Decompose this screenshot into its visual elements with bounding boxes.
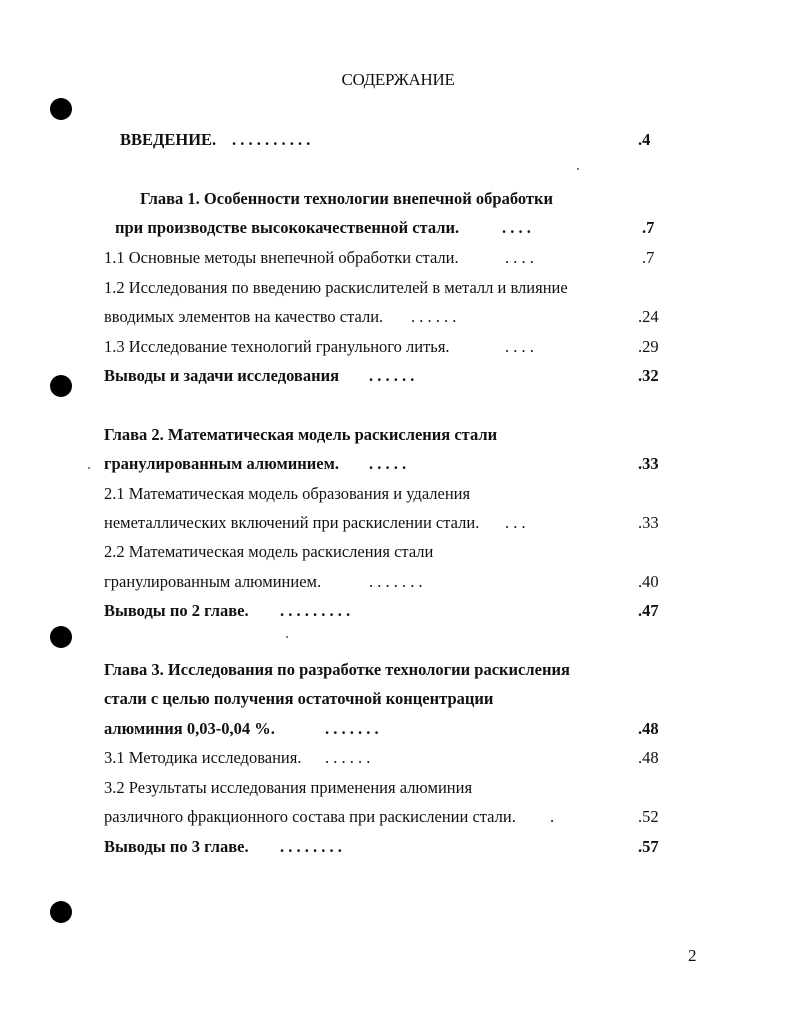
- toc-section: 1.3 Исследование технологий гранульного литья.: [104, 337, 450, 356]
- chapter-heading: Глава 3. Исследования по разработке технологии раскисления: [104, 660, 570, 679]
- toc-section: 3.2 Результаты исследования применения алюминия: [104, 778, 473, 797]
- page-title: СОДЕРЖАНИЕ: [341, 70, 455, 89]
- toc-conclusions: Выводы по 2 главе.: [104, 601, 249, 620]
- toc-page-number: .48: [638, 719, 659, 738]
- toc-section: различного фракционного состава при раскислении стали.: [104, 807, 516, 826]
- toc-intro: ВВЕДЕНИЕ.: [120, 130, 217, 149]
- toc-section: 3.1 Методика исследования.: [104, 748, 302, 767]
- toc-conclusions: Выводы и задачи исследования: [104, 366, 340, 385]
- toc-section: гранулированным алюминием.: [104, 572, 322, 591]
- toc-leader: . . . . . . . . . .: [232, 130, 311, 149]
- chapter-heading: Глава 1. Особенности технологии внепечной обработки: [140, 189, 554, 208]
- binder-hole-icon: [50, 98, 72, 120]
- toc-leader: . . . . . . .: [325, 719, 379, 738]
- toc-section: неметаллических включений при раскислении стали.: [104, 513, 480, 532]
- toc-page-number: .32: [638, 366, 659, 385]
- toc-page-number: .29: [638, 337, 659, 356]
- toc-leader: . . . . .: [369, 454, 407, 473]
- toc-leader: . . . .: [505, 248, 534, 267]
- chapter-heading: алюминия 0,03-0,04 %.: [104, 719, 275, 738]
- toc-section: 2.2 Математическая модель раскисления стали: [104, 542, 434, 561]
- toc-page-number: .57: [638, 837, 659, 856]
- toc-page-number: .47: [638, 601, 659, 620]
- toc-leader: . . . . . . .: [369, 572, 423, 591]
- toc-leader: . . . . . .: [411, 307, 457, 326]
- toc-leader: . . .: [505, 513, 526, 532]
- scan-speck: [286, 636, 288, 638]
- toc-leader: . . . .: [502, 218, 531, 237]
- scan-speck: [577, 168, 579, 170]
- toc-section: 1.2 Исследования по введению раскислителей в металл и влияние: [104, 278, 568, 297]
- toc-page-number: .52: [638, 807, 659, 826]
- toc-page-number: .4: [638, 130, 651, 149]
- toc-conclusions: Выводы по 3 главе.: [104, 837, 249, 856]
- scan-speck: [88, 467, 90, 469]
- toc-section: вводимых элементов на качество стали.: [104, 307, 384, 326]
- toc-page-number: .40: [638, 572, 659, 591]
- chapter-heading: гранулированным алюминием.: [104, 454, 339, 473]
- chapter-heading: стали с целью получения остаточной концентрации: [104, 689, 494, 708]
- page-number: 2: [688, 946, 697, 965]
- chapter-heading: Глава 2. Математическая модель раскисления стали: [104, 425, 498, 444]
- chapter-heading: при производстве высококачественной стали.: [115, 218, 460, 237]
- binder-hole-icon: [50, 901, 72, 923]
- binder-hole-icon: [50, 626, 72, 648]
- toc-section: 1.1 Основные методы внепечной обработки стали.: [104, 248, 459, 267]
- toc-leader: . . . . . . . .: [280, 837, 342, 856]
- binder-hole-icon: [50, 375, 72, 397]
- toc-page-number: .33: [638, 513, 659, 532]
- toc-page-number: .7: [642, 218, 655, 237]
- toc-page-number: .24: [638, 307, 659, 326]
- toc-leader: . . . . . . . . .: [280, 601, 351, 620]
- toc-leader: . . . .: [505, 337, 534, 356]
- toc-leader: . . . . . .: [325, 748, 371, 767]
- toc-page-number: .7: [642, 248, 655, 267]
- toc-leader: . . . . . .: [369, 366, 415, 385]
- toc-page-number: .48: [638, 748, 659, 767]
- toc-section: 2.1 Математическая модель образования и удаления: [104, 484, 471, 503]
- toc-leader: .: [550, 807, 555, 826]
- toc-page-number: .33: [638, 454, 659, 473]
